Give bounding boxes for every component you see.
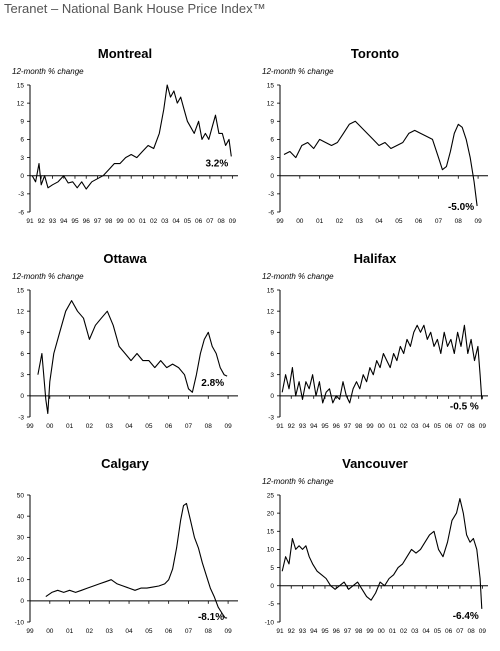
x-tick-label: 01: [388, 423, 397, 430]
x-tick-label: 01: [138, 218, 147, 225]
x-tick-label: 03: [411, 628, 419, 635]
y-tick-label: 0: [270, 173, 274, 181]
x-tick-label: 94: [60, 218, 68, 225]
y-tick-label: 15: [266, 528, 274, 536]
x-tick-label: 00: [46, 423, 54, 430]
x-tick-label: 99: [366, 423, 374, 430]
y-tick-label: 3: [270, 154, 274, 162]
x-tick-label: 02: [85, 423, 94, 430]
end-value-label: -0.5 %: [449, 401, 479, 413]
x-tick-label: 04: [125, 628, 133, 635]
y-tick-label: -6: [268, 209, 274, 217]
x-tick-label: 05: [183, 218, 192, 225]
chart-montreal: [0, 40, 250, 240]
y-tick-label: 6: [270, 136, 274, 144]
y-axis-label: 12-month % change: [12, 67, 84, 76]
y-tick-label: 15: [266, 287, 274, 295]
x-tick-label: 99: [276, 218, 284, 225]
x-tick-label: 09: [224, 628, 232, 635]
x-tick-label: 02: [85, 628, 94, 635]
y-tick-label: 40: [16, 513, 24, 521]
x-tick-label: 91: [276, 423, 284, 430]
x-tick-label: 01: [388, 628, 397, 635]
y-tick-label: 0: [270, 583, 274, 591]
y-tick-label: 6: [20, 350, 24, 358]
end-value-label: -8.1%: [197, 612, 225, 623]
x-tick-label: 91: [26, 218, 34, 225]
x-tick-label: 98: [355, 423, 363, 430]
x-tick-label: 07: [184, 423, 193, 430]
x-tick-label: 00: [127, 218, 135, 225]
x-tick-label: 06: [445, 628, 453, 635]
x-tick-label: 92: [37, 218, 45, 225]
y-axis-label: 12-month % change: [12, 272, 84, 281]
x-tick-label: 97: [343, 628, 352, 635]
x-tick-label: 09: [478, 423, 486, 430]
y-tick-label: 12: [16, 308, 24, 316]
y-axis-label: 12-month % change: [262, 272, 334, 281]
x-tick-label: 98: [105, 218, 113, 225]
y-tick-label: 5: [270, 564, 274, 572]
x-tick-label: 95: [71, 218, 79, 225]
x-tick-label: 06: [415, 218, 423, 225]
y-tick-label: -3: [268, 191, 274, 199]
x-tick-label: 99: [116, 218, 124, 225]
x-tick-label: 06: [195, 218, 203, 225]
x-tick-label: 99: [26, 423, 34, 430]
x-tick-label: 04: [422, 628, 430, 635]
y-tick-label: 0: [20, 393, 24, 401]
x-tick-label: 96: [332, 628, 340, 635]
x-tick-label: 00: [46, 628, 54, 635]
x-tick-label: 03: [411, 423, 419, 430]
y-tick-label: -10: [264, 619, 274, 627]
y-tick-label: 12: [266, 100, 274, 108]
x-tick-label: 03: [105, 423, 113, 430]
y-tick-label: 10: [266, 546, 274, 554]
x-tick-label: 94: [310, 423, 318, 430]
chart-toronto: [250, 40, 500, 240]
x-tick-label: 08: [467, 423, 475, 430]
series-line: [282, 325, 482, 403]
x-tick-label: 07: [206, 218, 214, 225]
x-tick-label: 02: [335, 218, 344, 225]
y-tick-label: 3: [20, 371, 24, 379]
y-tick-label: 15: [16, 287, 24, 295]
y-tick-label: -3: [18, 414, 24, 422]
x-tick-label: 96: [82, 218, 90, 225]
chart-title: Toronto: [350, 46, 400, 61]
x-tick-label: 04: [172, 218, 180, 225]
x-tick-label: 01: [66, 628, 74, 635]
y-tick-label: 12: [266, 308, 274, 316]
x-tick-label: 00: [377, 628, 385, 635]
x-tick-label: 08: [454, 218, 462, 225]
chart-halifax: [250, 245, 500, 445]
x-tick-label: 97: [93, 218, 102, 225]
y-tick-label: 15: [266, 82, 274, 90]
y-tick-label: 9: [270, 329, 274, 337]
x-tick-label: 00: [296, 218, 304, 225]
y-tick-label: 12: [16, 100, 24, 108]
x-tick-label: 04: [125, 423, 133, 430]
y-tick-label: 0: [20, 598, 24, 606]
x-tick-label: 09: [478, 628, 486, 635]
y-tick-label: 0: [270, 393, 274, 401]
x-tick-label: 96: [332, 423, 340, 430]
x-tick-label: 98: [355, 628, 363, 635]
x-tick-label: 93: [298, 423, 307, 430]
x-tick-label: 03: [355, 218, 363, 225]
y-tick-label: 30: [16, 534, 24, 542]
chart-ottawa: [0, 245, 250, 445]
x-tick-label: 01: [316, 218, 324, 225]
y-tick-label: 3: [20, 154, 24, 162]
x-tick-label: 05: [433, 628, 442, 635]
series-line: [32, 85, 231, 189]
y-tick-label: 50: [16, 492, 24, 500]
x-tick-label: 94: [310, 628, 318, 635]
x-tick-label: 99: [366, 628, 374, 635]
page-title: Teranet – National Bank House Price Index™: [4, 1, 266, 16]
y-tick-label: 3: [270, 371, 274, 379]
chart-title: Ottawa: [103, 251, 147, 266]
end-value-label: 3.2%: [205, 158, 229, 170]
x-tick-label: 02: [400, 423, 408, 430]
x-tick-label: 93: [48, 218, 57, 225]
y-tick-label: -3: [18, 191, 24, 199]
x-tick-label: 08: [204, 628, 212, 635]
y-tick-label: 0: [20, 173, 24, 181]
end-value-label: 2.8%: [201, 378, 225, 390]
series-line: [284, 121, 477, 206]
x-tick-label: 07: [434, 218, 443, 225]
x-tick-label: 92: [287, 423, 295, 430]
x-tick-label: 08: [217, 218, 225, 225]
y-axis-label: 12-month % change: [262, 477, 334, 486]
chart-title: Montreal: [97, 46, 153, 61]
x-tick-label: 09: [474, 218, 482, 225]
y-tick-label: 10: [16, 576, 24, 584]
x-tick-label: 92: [287, 628, 295, 635]
y-tick-label: 9: [270, 118, 274, 126]
x-tick-label: 01: [66, 423, 74, 430]
y-tick-label: 20: [266, 510, 274, 518]
y-tick-label: -6: [18, 209, 24, 217]
x-tick-label: 04: [375, 218, 383, 225]
y-tick-label: 6: [20, 136, 24, 144]
x-tick-label: 03: [161, 218, 169, 225]
series-line: [38, 301, 227, 414]
x-tick-label: 00: [377, 423, 385, 430]
x-tick-label: 93: [298, 628, 307, 635]
chart-title: Halifax: [353, 251, 397, 266]
x-tick-label: 05: [433, 423, 442, 430]
x-tick-label: 09: [228, 218, 236, 225]
x-tick-label: 06: [165, 423, 173, 430]
x-tick-label: 06: [165, 628, 173, 635]
y-tick-label: 25: [266, 492, 274, 500]
x-tick-label: 95: [321, 423, 329, 430]
x-tick-label: 02: [150, 218, 158, 225]
x-tick-label: 02: [400, 628, 408, 635]
y-tick-label: -10: [14, 619, 24, 627]
x-tick-label: 04: [422, 423, 430, 430]
x-tick-label: 91: [276, 628, 284, 635]
chart-calgary: [0, 450, 250, 650]
y-tick-label: -5: [268, 601, 274, 609]
x-tick-label: 06: [445, 423, 453, 430]
x-tick-label: 99: [26, 628, 34, 635]
y-tick-label: 15: [16, 82, 24, 90]
x-tick-label: 95: [321, 628, 329, 635]
x-tick-label: 97: [343, 423, 352, 430]
series-line: [282, 499, 482, 609]
x-tick-label: 08: [204, 423, 212, 430]
x-tick-label: 05: [395, 218, 403, 225]
x-tick-label: 05: [145, 423, 153, 430]
x-tick-label: 07: [184, 628, 193, 635]
y-tick-label: 6: [270, 350, 274, 358]
x-tick-label: 07: [456, 423, 464, 430]
y-tick-label: -3: [268, 414, 274, 422]
end-value-label: -6.4%: [452, 610, 479, 622]
x-tick-label: 03: [105, 628, 113, 635]
chart-title: Calgary: [101, 456, 149, 471]
end-value-label: -5.0%: [447, 202, 475, 213]
chart-vancouver: [250, 450, 500, 650]
y-axis-label: 12-month % change: [262, 67, 334, 76]
x-tick-label: 05: [145, 628, 153, 635]
y-tick-label: 20: [16, 555, 24, 563]
x-tick-label: 08: [467, 628, 475, 635]
y-tick-label: 9: [20, 329, 24, 337]
x-tick-label: 07: [456, 628, 464, 635]
y-tick-label: 9: [20, 118, 24, 126]
chart-title: Vancouver: [342, 456, 408, 471]
x-tick-label: 09: [224, 423, 232, 430]
